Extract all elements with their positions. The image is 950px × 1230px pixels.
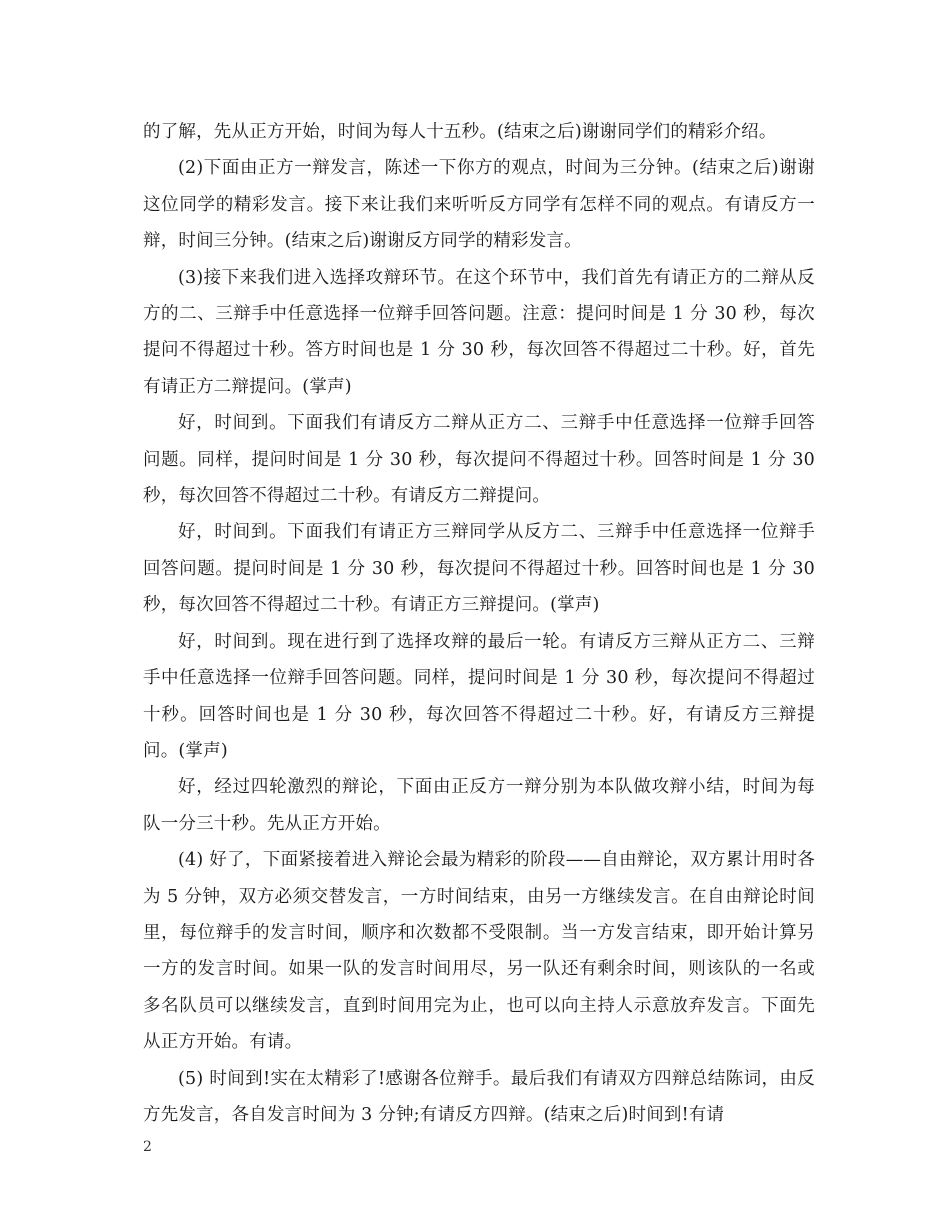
paragraph-1: 的了解，先从正方开始，时间为每人十五秒。(结束之后)谢谢同学们的精彩介绍。 xyxy=(143,122,777,142)
paragraph-7: 好，经过四轮激烈的辩论，下面由正反方一辩分别为本队做攻辩小结，时间为每队一分三十秒。先从正方开始。 xyxy=(143,777,815,834)
paragraph-9: (5) 时间到!实在太精彩了!感谢各位辩手。最后我们有请双方四辩总结陈词，由反方先发言，各自发言时间为 3 分钟;有请反方四辩。(结束之后)时间到!有请 xyxy=(143,1068,815,1125)
paragraph-8: (4) 好了，下面紧接着进入辩论会最为精彩的阶段——自由辩论，双方累计用时各为 5 分钟，双方必须交替发言，一方时间结束，由另一方继续发言。在自由辩论时间里，每位辩手的发言时间，顺序和次数都不受限制。当一方发言结束，即开始计算另一方的发言时间。如果一队的发言时间用尽，另一队还有剩余时间，则该队的一名或多名队员可以继续发言，直到时间用完为止，也可以向主持人示意放弃发言。下面先从正方开始。有请。 xyxy=(143,850,815,1053)
paragraph-6: 好，时间到。现在进行到了选择攻辩的最后一轮。有请反方三辩从正方二、三辩手中任意选择一位辩手回答问题。同样，提问时间是 1 分 30 秒，每次提问不得超过十秒。回答时间也是 1 分 30 秒，每次回答不得超过二十秒。好，有请反方三辩提问。(掌声) xyxy=(143,631,815,761)
paragraph-3: (3)接下来我们进入选择攻辩环节。在这个环节中，我们首先有请正方的二辩从反方的二、三辩手中任意选择一位辩手回答问题。注意：提问时间是 1 分 30 秒，每次提问不得超过十秒。答方时间也是 1 分 30 秒，每次回答不得超过二十秒。好，首先有请正方二辩提问。(掌声) xyxy=(143,267,815,397)
paragraph-4: 好，时间到。下面我们有请反方二辩从正方二、三辩手中任意选择一位辩手回答问题。同样，提问时间是 1 分 30 秒，每次提问不得超过十秒。回答时间是 1 分 30 秒，每次回答不得超过二十秒。有请反方二辩提问。 xyxy=(143,413,815,507)
document-body xyxy=(143,114,815,1133)
paragraph-5: 好，时间到。下面我们有请正方三辩同学从反方二、三辩手中任意选择一位辩手回答问题。提问时间是 1 分 30 秒，每次提问不得超过十秒。回答时间也是 1 分 30 秒，每次回答不得超过二十秒。有请正方三辩提问。(掌声) xyxy=(143,522,815,616)
paragraph-2: (2)下面由正方一辩发言，陈述一下你方的观点，时间为三分钟。(结束之后)谢谢这位同学的精彩发言。接下来让我们来听听反方同学有怎样不同的观点。有请反方一辩，时间三分钟。(结束之后)谢谢反方同学的精彩发言。 xyxy=(143,158,815,252)
page-number: 2 xyxy=(143,1139,152,1155)
